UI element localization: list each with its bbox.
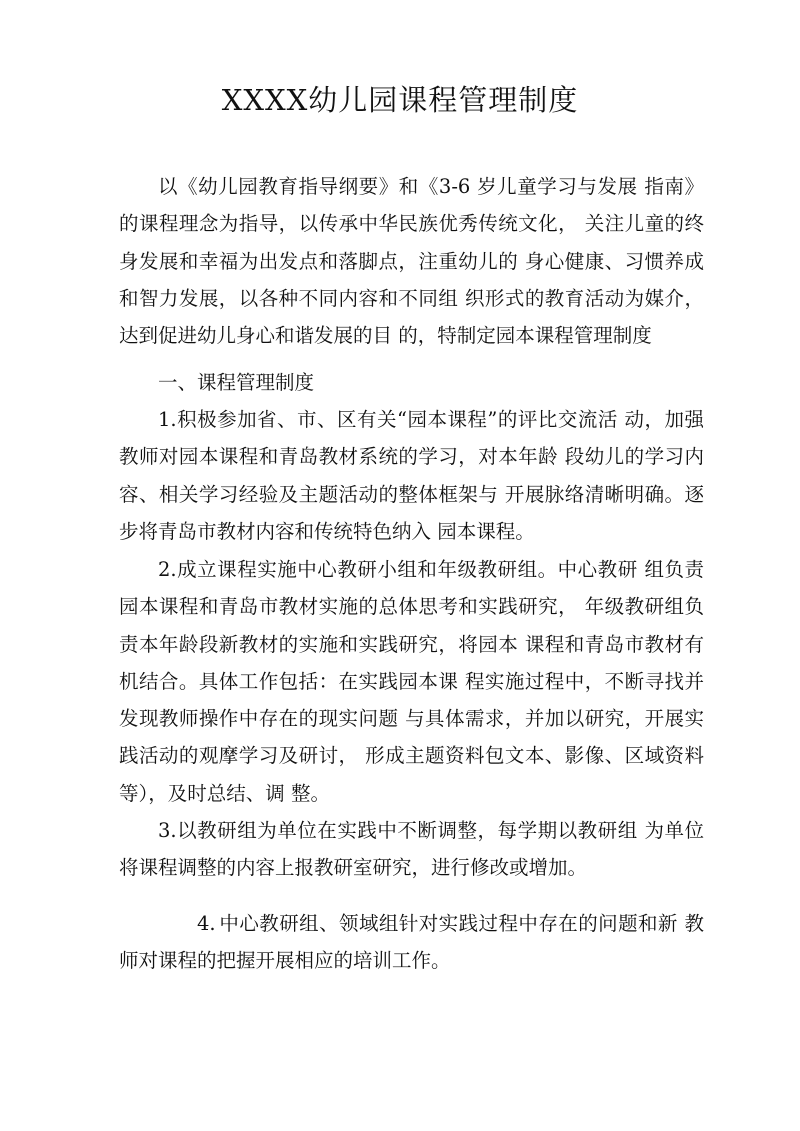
item-3-paragraph: 3.以教研组为单位在实践中不断调整，每学期以教研组 为单位将课程调整的内容上报教研室研究，进行修改或增加。	[119, 819, 704, 880]
document-title: XXXX幼儿园课程管理制度	[221, 83, 579, 117]
item-4-number: 4.	[197, 912, 216, 935]
intro-paragraph: 以《幼儿园教育指导纲要》和《3-6 岁儿童学习与发展 指南》的课程理念为指导，以传承中华民族优秀传统文化， 关注儿童的终身发展和幸福为出发点和落脚点，注重幼儿的 身心健康、习惯养成和智力发展，以各种不同内容和不同组 织形式的教育活动为媒介，达到促进幼儿身心和谐发展的目 的，特制定园本课程管理制度	[119, 175, 704, 348]
item-4-paragraph	[119, 905, 704, 980]
item-2-paragraph: 2.成立课程实施中心教研小组和年级教研组。中心教研 组负责园本课程和青岛市教材实施的总体思考和实践研究， 年级教研组负责本年龄段新教材的实施和实践研究，将园本 课程和青岛市教材有机结合。具体工作包括：在实践园本课 程实施过程中，不断寻找并发现教师操作中存在的现实问题 与具体需求，并加以研究，开展实践活动的观摩学习及研讨， 形成主题资料包文本、影像、区域资料等），及时总结、调 整。	[119, 558, 704, 805]
section-heading: 一、课程管理制度	[158, 371, 315, 394]
item-4-text: 中心教研组、领域组针对实践过程中存在的问题和新 教师对课程的把握开展相应的培训工作。	[119, 912, 704, 973]
item-1-paragraph: 1.积极参加省、市、区有关“园本课程”的评比交流活 动，加强教师对园本课程和青岛教材系统的学习，对本年龄 段幼儿的学习内容、相关学习经验及主题活动的整体框架与 开展脉络清晰明确。逐步将青岛市教材内容和传统特色纳入 园本课程。	[119, 408, 704, 543]
